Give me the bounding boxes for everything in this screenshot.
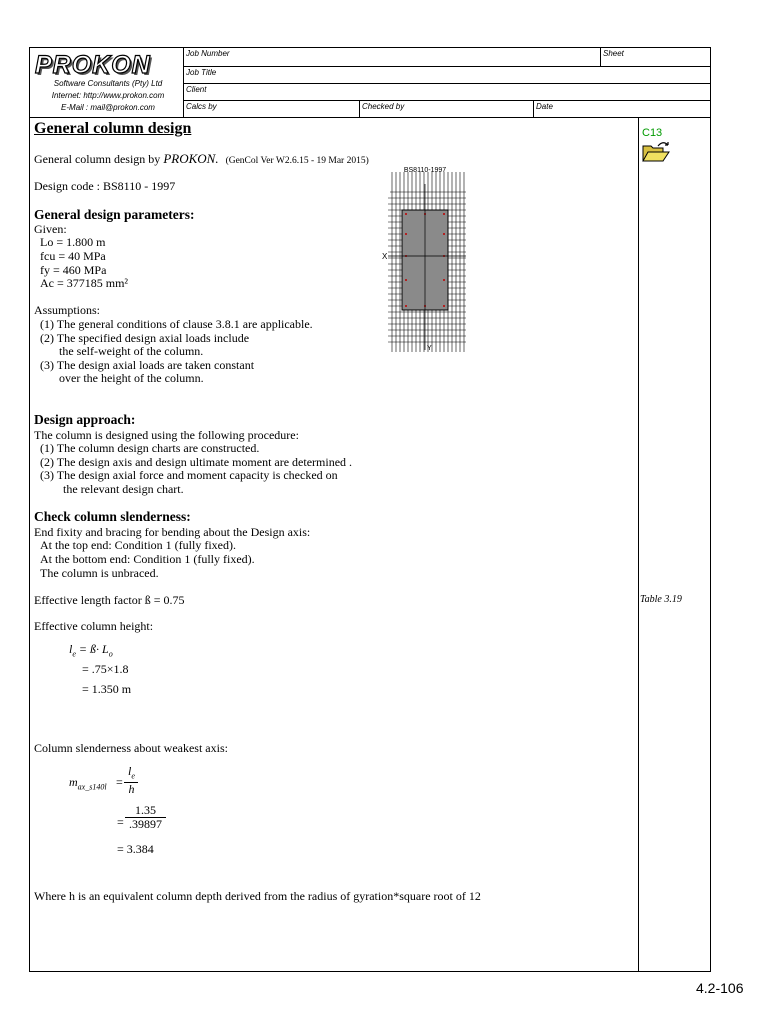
fraction-numerator: l	[128, 764, 132, 778]
design-code: Design code : BS8110 - 1997	[34, 179, 176, 193]
job-title-label: Job Title	[186, 68, 217, 77]
client-label: Client	[186, 85, 207, 94]
checked-by-label: Checked by	[362, 102, 405, 111]
margin-divider	[638, 117, 639, 972]
intro-prefix: General column design by	[34, 152, 164, 166]
assumption-line: (3) The design axial loads are taken constant	[40, 358, 255, 372]
effective-height-label: Effective column height:	[34, 619, 154, 633]
diagram-title: BS8110-1997	[403, 167, 447, 174]
fixity-line: At the bottom end: Condition 1 (fully fixed).	[40, 552, 255, 566]
approach-step: (1) The column design charts are constructed.	[40, 441, 260, 455]
m-subscript: ax_s140l	[77, 782, 107, 792]
fraction-le-over-h	[124, 765, 139, 796]
company-name: Software Consultants (Pty) Ltd	[53, 79, 163, 88]
date-label: Date	[536, 102, 553, 111]
approach-step: (3) The design axial force and moment capacity is checked on	[40, 468, 338, 482]
intro-version: (GenCol Ver W2.6.15 - 19 Mar 2015)	[225, 156, 369, 166]
le-subscript: e	[72, 649, 76, 659]
le-result: = 1.350 m	[82, 682, 132, 696]
assumptions-label: Assumptions:	[34, 303, 101, 317]
column-section-diagram	[380, 164, 476, 356]
table-reference: Table 3.19	[640, 594, 682, 605]
le-symbol: l	[69, 642, 73, 656]
fraction-values	[125, 804, 166, 831]
header-divider	[183, 83, 711, 84]
le-step: = .75×1.8	[82, 662, 129, 676]
given-label: Given:	[34, 222, 67, 236]
intro-brand: PROKON.	[163, 151, 219, 166]
le-rhs: = ß· L	[75, 642, 109, 656]
header-divider	[183, 66, 711, 67]
fraction-numerator-sub: e	[131, 771, 135, 781]
job-number-label: Job Number	[186, 49, 230, 58]
fixity-line: The column is unbraced.	[40, 566, 159, 580]
fraction-denominator: h	[124, 782, 138, 796]
params-heading: General design parameters:	[34, 207, 195, 222]
approach-intro: The column is designed using the following procedure:	[34, 428, 299, 442]
equals-sign: =	[116, 775, 123, 789]
slenderness-lhs	[69, 776, 107, 793]
m-symbol: m	[69, 775, 78, 789]
open-folder-icon[interactable]	[641, 140, 671, 164]
equals-sign: =	[117, 815, 124, 829]
assumption-line: over the height of the column.	[59, 371, 204, 385]
sheet-label: Sheet	[603, 49, 624, 58]
calcs-by-label: Calcs by	[186, 102, 217, 111]
header-divider	[359, 100, 360, 117]
effective-length-factor: Effective length factor ß = 0.75	[34, 593, 185, 607]
assumption-line: (1) The general conditions of clause 3.8.1 are applicable.	[40, 317, 313, 331]
header-divider	[533, 100, 534, 117]
intro-line	[34, 152, 369, 168]
prokon-logo: PROKON	[35, 51, 151, 79]
header-divider	[183, 47, 184, 117]
given-fcu: fcu = 40 MPa	[40, 249, 106, 263]
header-divider	[600, 47, 601, 66]
fraction-denominator: .39897	[125, 817, 166, 831]
assumption-line: the self-weight of the column.	[59, 344, 204, 358]
page-title: General column design	[34, 120, 192, 137]
lo-subscript: o	[108, 649, 113, 659]
equivalent-depth-note: Where h is an equivalent column depth derived from the radius of gyration*square root of 12	[34, 889, 481, 903]
fixity-line: At the top end: Condition 1 (fully fixed).	[40, 538, 236, 552]
slenderness-label: Column slenderness about weakest axis:	[34, 741, 228, 755]
sidebar-code: C13	[642, 127, 663, 139]
company-internet: Internet: http://www.prokon.com	[51, 91, 165, 100]
given-fy: fy = 460 MPa	[40, 263, 107, 277]
slenderness-result: = 3.384	[117, 842, 154, 856]
given-lo: Lo = 1.800 m	[40, 235, 106, 249]
approach-heading: Design approach:	[34, 412, 136, 427]
fraction-numerator: 1.35	[135, 803, 156, 817]
slenderness-heading: Check column slenderness:	[34, 509, 191, 524]
company-email: E-Mail : mail@prokon.com	[61, 103, 155, 112]
axis-x-label: X	[382, 252, 388, 261]
approach-step: the relevant design chart.	[63, 482, 184, 496]
header-divider	[29, 117, 711, 118]
fixity-line: End fixity and bracing for bending about the Design axis:	[34, 525, 311, 539]
header-divider	[183, 100, 711, 101]
assumption-line: (2) The specified design axial loads include	[40, 331, 250, 345]
page-number: 4.2-106	[696, 980, 744, 996]
approach-step: (2) The design axis and design ultimate moment are determined .	[40, 455, 353, 469]
axis-y-label: Y	[427, 345, 432, 352]
given-ac: Ac = 377185 mm²	[40, 276, 129, 290]
le-equation	[69, 643, 113, 660]
